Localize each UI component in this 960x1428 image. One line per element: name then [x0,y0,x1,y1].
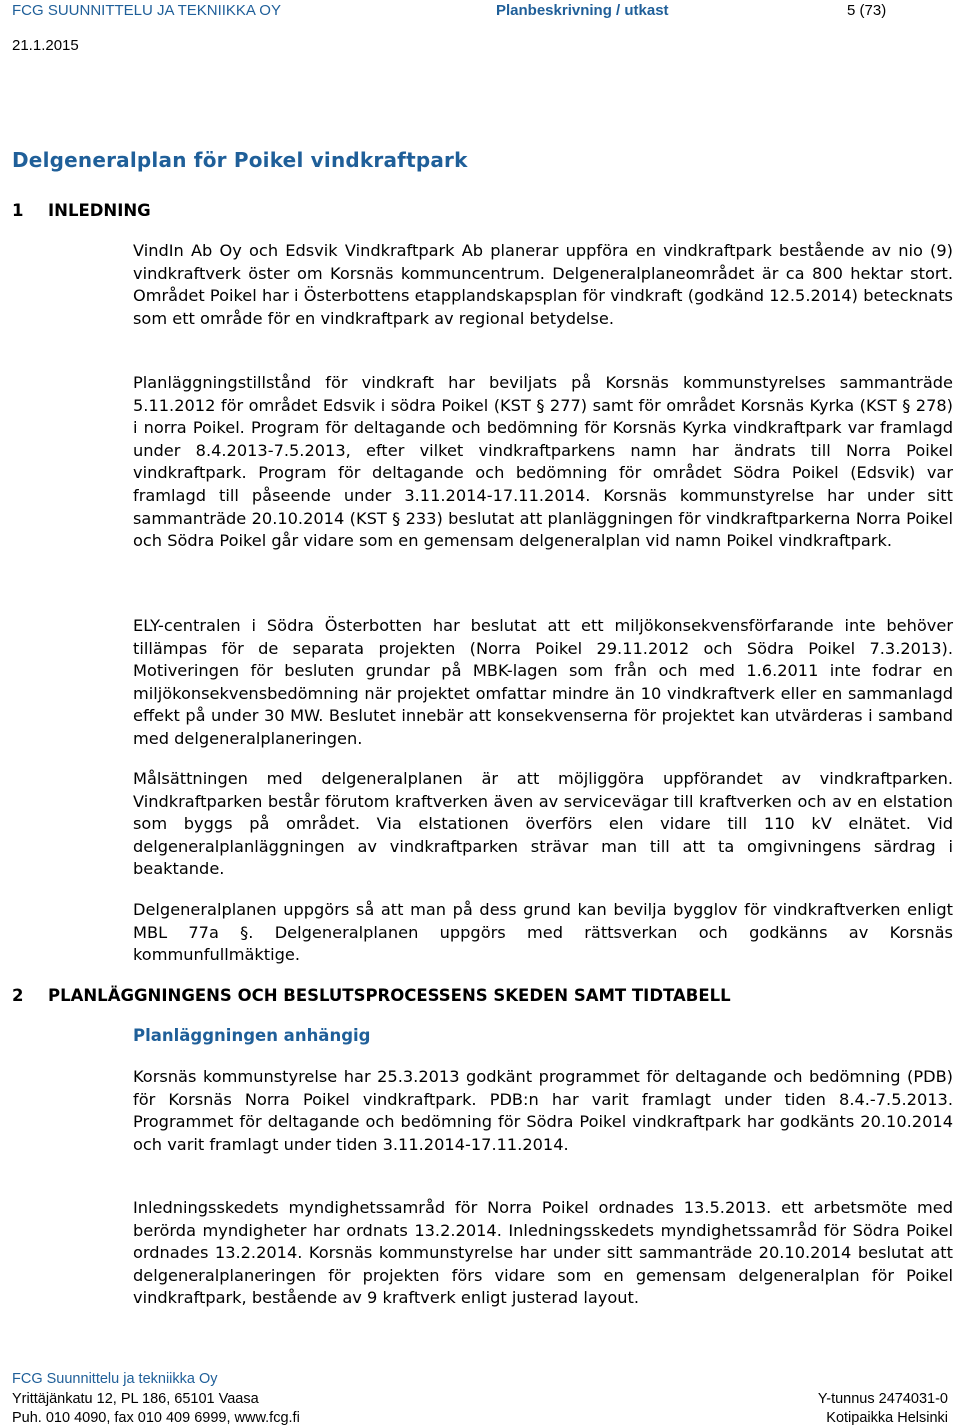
header-date: 21.1.2015 [12,37,79,54]
section-2-paragraph-2: Inledningsskedets myndighetssamråd för Norra Poikel ordnades 13.5.2013. ett arbetsmöte med berörda myndigheter har ordnats 13.2.2014. Inledningsskedets myndighetssamråd för Södra Poikel ordnades 13.2.2014. Korsnäs kommunstyrelse har under sitt sammanträde 20.10.2014 beslutat att delgeneralplaneringen för projekten förs vidare som en gemensam delgeneralplan för Poikel vindkraftpark, bestående av 9 kraftverk enligt justerad layout. [133,1198,953,1308]
footer-company: FCG Suunnittelu ja tekniikka Oy [12,1371,218,1387]
footer-business-id: Y-tunnus 2474031-0 [817,1391,948,1407]
section-1-number: 1 [12,201,24,220]
document-title: Delgeneralplan för Poikel vindkraftpark [12,148,468,172]
section-1-paragraph-5: Delgeneralplanen uppgörs så att man på dess grund kan bevilja bygglov för vindkraftverken enligt MBL 77a §. Delgeneralplanen uppgörs med rättsverkan och godkänns av Korsnäs kommunfullmäktige. [133,900,953,965]
section-2-heading [12,986,731,1005]
footer-registered-office: Kotipaikka Helsinki [826,1410,948,1426]
section-2-number: 2 [12,986,24,1005]
header-doc-type: Planbeskrivning / utkast [496,2,669,19]
footer-phone: Puh. 010 4090, fax 010 409 6999, www.fcg.fi [12,1410,300,1426]
header-company: FCG SUUNNITTELU JA TEKNIIKKA OY [12,2,281,19]
section-2-paragraph-1: Korsnäs kommunstyrelse har 25.3.2013 godkänt programmet för deltagande och bedömning (PDB) för Korsnäs Norra Poikel vindkraftpark. PDB:n har varit framlagt under tiden 8.4.-7.5.2013. Programmet för deltagande och bedömning för Södra Poikel vindkraftpark har godkänts 20.10.2014 och varit framlagt under tiden 3.11.2014-17.11.2014. [133,1067,953,1154]
section-1-paragraph-1: VindIn Ab Oy och Edsvik Vindkraftpark Ab planerar uppföra en vindkraftpark bestående av nio (9) vindkraftverk öster om Korsnäs kommuncentrum. Delgeneralplaneområdet är ca 800 hektar stort. Området Poikel har i Österbottens etapplandskapsplan för vindkraft (godkänd 12.5.2014) betecknats som ett område för en vindkraftpark av regional betydelse. [133,241,953,328]
header-page-number: 5 (73) [847,2,887,19]
page-footer [0,1370,960,1428]
section-1-title: INLEDNING [48,201,151,220]
section-1-paragraph-3: ELY-centralen i Södra Österbotten har beslutat att ett miljökonsekvensförfarande inte behöver tillämpas för de separata projekten (Norra Poikel 29.11.2012 och Södra Poikel 7.3.2013). Motiveringen för besluten grundar på MBK-lagen som från och med 1.6.2011 inte fodrar en miljökonsekvensbedömning när projektet omfattar mindre än 10 vindkraftverk eller en sammanlagd effekt på under 30 MW. Beslutet innebär att konsekvenserna för projektet kan utvärderas i samband med delgeneralplaneringen. [133,616,953,748]
section-2-title: PLANLÄGGNINGENS OCH BESLUTSPROCESSENS SKEDEN SAMT TIDTABELL [48,986,731,1005]
page-header [0,0,960,56]
section-1-paragraph-4: Målsättningen med delgeneralplanen är att möjliggöra uppförandet av vindkraftparken. Vindkraftparken består förutom kraftverken även av servicevägar till kraftverken och av en elstation som byggs på området. Via elstationen överförs elen vidare till 110 kV elnätet. Vid delgeneralplanläggningen av vindkraftparken strävar man till att ta omgivningens särdrag i beaktande. [133,769,953,879]
footer-address: Yrittäjänkatu 12, PL 186, 65101 Vaasa [12,1391,259,1407]
subsection-heading: Planläggningen anhängig [133,1026,371,1045]
section-1-heading [12,201,151,220]
section-1-paragraph-2: Planläggningstillstånd för vindkraft har beviljats på Korsnäs kommunstyrelses sammanträde 5.11.2012 för området Edsvik i södra Poikel (KST § 277) samt för området Korsnäs Kyrka (KST § 278) i norra Poikel. Program för deltagande och bedömning för Korsnäs Kyrka vindkraftpark var framlagd under 8.4.2013-7.5.2013, efter vilket vindkraftparkens namn har ändrats till Norra Poikel vindkraftpark. Program för deltagande och bedömning för området Södra Poikel (Edsvik) var framlagd till påseende under 3.11.2014-17.11.2014. Korsnäs kommunstyrelse har under sitt sammanträde 20.10.2014 (KST § 233) beslutat att planläggningen för vindkraftparkerna Norra Poikel och Södra Poikel går vidare som en gemensam delgeneralplan vid namn Poikel vindkraftpark. [133,373,953,551]
